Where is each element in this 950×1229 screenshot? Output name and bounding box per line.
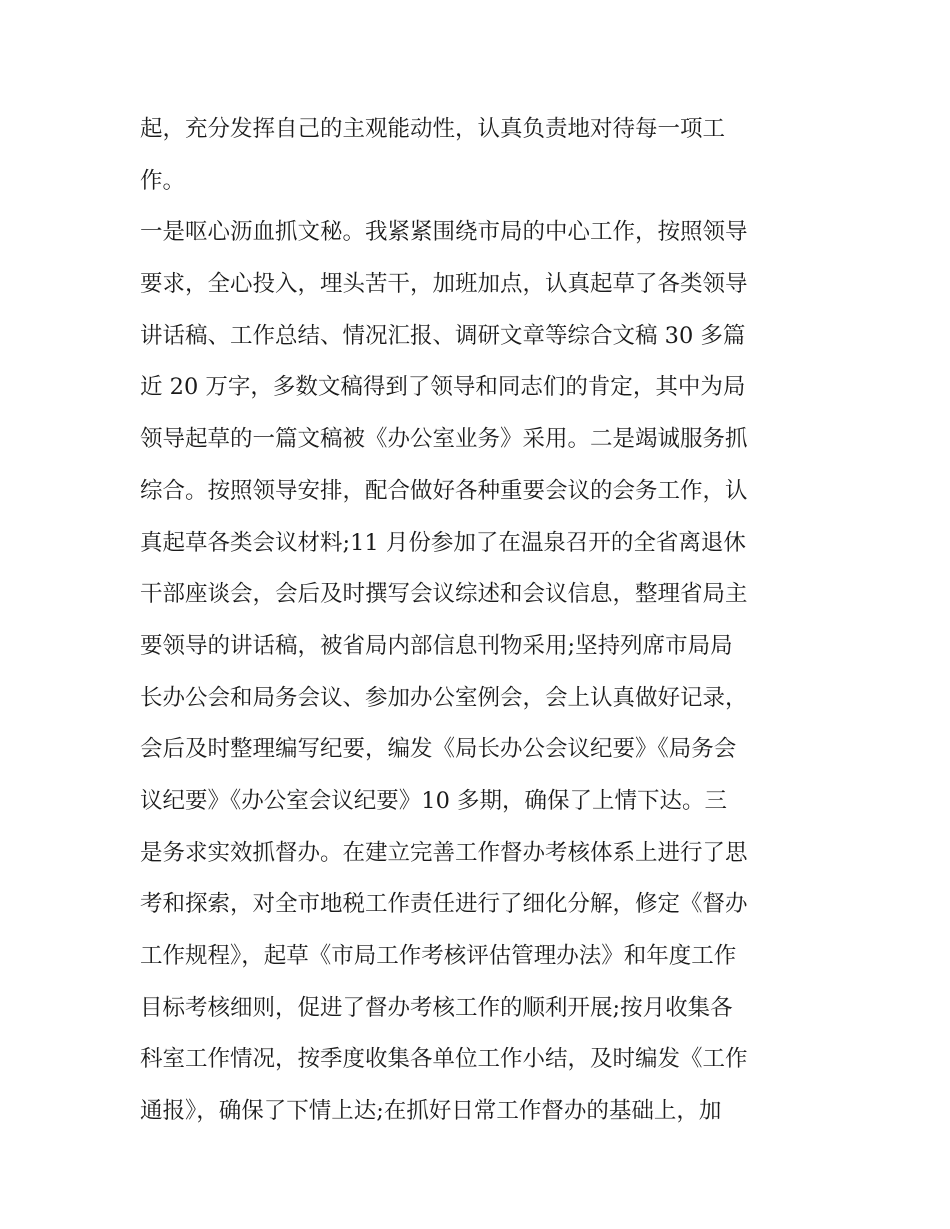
text-line: 长办公会和局务会议、参加办公室例会，会上认真做好记录， <box>140 684 748 711</box>
text-line: 真起草各类会议材料;11 月份参加了在温泉召开的全省离退休 <box>140 529 746 556</box>
text-line: 通报》，确保了下情上达;在抓好日常工作督办的基础上，加 <box>140 1098 722 1125</box>
text-line: 一是呕心沥血抓文秘。我紧紧围绕市局的中心工作，按照领导 <box>140 219 748 246</box>
text-line: 干部座谈会，会后及时撰写会议综述和会议信息，整理省局主 <box>140 581 748 608</box>
text-line: 工作规程》，起草《市局工作考核评估管理办法》和年度工作 <box>140 943 737 969</box>
text-line: 是务求实效抓督办。在建立完善工作督办考核体系上进行了思 <box>140 839 748 866</box>
text-line: 会后及时整理编写纪要，编发《局长办公会议纪要》《局务会 <box>140 736 737 763</box>
text-line: 综合。按照领导安排，配合做好各种重要会议的会务工作，认 <box>140 477 748 504</box>
text-line: 近 20 万字，多数文稿得到了领导和同志们的肯定，其中为局 <box>140 374 746 401</box>
text-line: 领导起草的一篇文稿被《办公室业务》采用。二是竭诚服务抓 <box>140 426 748 453</box>
document-body <box>140 104 820 1138</box>
text-line: 讲话稿、工作总结、情况汇报、调研文章等综合文稿 30 多篇 <box>140 322 746 349</box>
text-line: 要求，全心投入，埋头苦干，加班加点，认真起草了各类领导 <box>140 271 748 298</box>
text-line: 要领导的讲话稿，被省局内部信息刊物采用;坚持列席市局局 <box>140 632 733 659</box>
text-line: 起，充分发挥自己的主观能动性，认真负责地对待每一项工 <box>140 116 726 142</box>
text-line: 科室工作情况，按季度收集各单位工作小结，及时编发《工作 <box>140 1046 748 1073</box>
text-line: 作。 <box>140 167 186 194</box>
text-line: 目标考核细则，促进了督办考核工作的顺利开展;按月收集各 <box>140 994 733 1021</box>
text-line: 考和探索，对全市地税工作责任进行了细化分解，修定《督办 <box>140 891 748 918</box>
text-line: 议纪要》《办公室会议纪要》10 多期，确保了上情下达。三 <box>140 787 728 814</box>
